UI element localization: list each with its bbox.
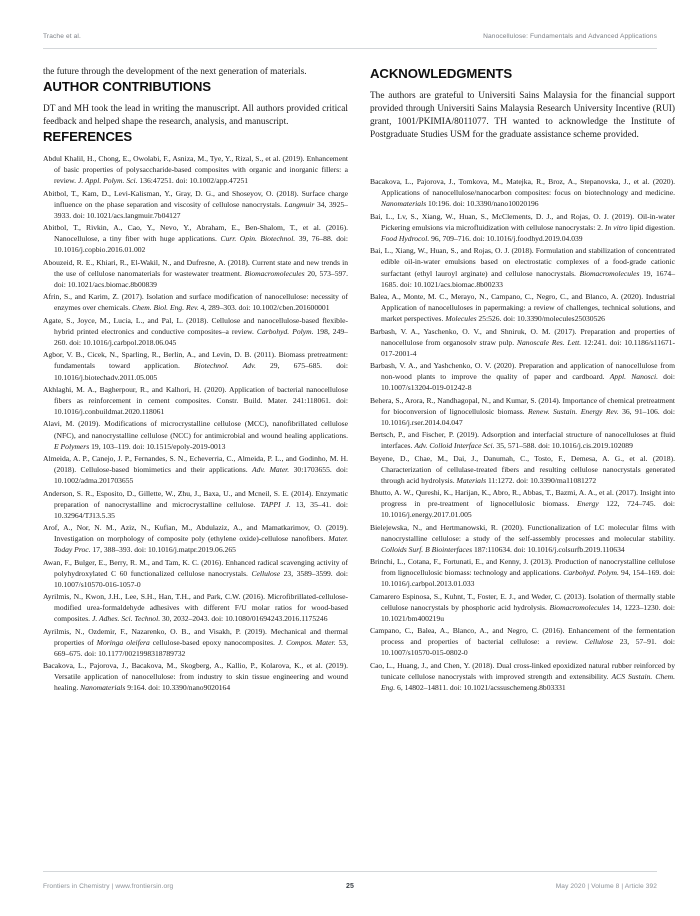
reference-item: Agate, S., Joyce, M., Lucia, L., and Pal, L. (2018). Cellulose and nanocellulose-based flexible-hybrid printed electronics and conductive composites–a review. Carbohyd. Polym. 198, 249–260. doi: 10.1016/j.carbpol.2018.06.045 bbox=[43, 315, 348, 347]
reference-item: Camarero Espinosa, S., Kuhnt, T., Foster, E. J., and Weder, C. (2013). Isolation of thermally stable cellulose nanocrystals by phosphoric acid hydrolysis. Biomacromolecules 14, 1223–1230. doi: 10.1021/bm400219u bbox=[370, 591, 675, 623]
reference-item: Ayrilmis, N., Kwon, J.H., Lee, S.H., Han, T.H., and Park, C.W. (2016). Microfibrillated-cellulose-modified urea-formaldehyde adhesives with different F/U molar ratios for wood-based composites. J. Adhes. Sci. Technol. 30, 2032–2043. doi: 10.1080/01694243.2016.1175246 bbox=[43, 592, 348, 624]
two-column-body bbox=[43, 66, 676, 846]
continued-paragraph: the future through the development of the next generation of materials. bbox=[43, 67, 307, 77]
reference-item: Abouzeid, R. E., Khiari, R., El-Wakil, N., and Dufresne, A. (2018). Current state and new trends in the use of cellulose nanomaterials for wastewater treatment. Biomacromolecules 20, 573–597. doi: 10.1021/acs.biomac.8b00839 bbox=[43, 257, 348, 289]
running-head bbox=[43, 33, 657, 40]
left-column bbox=[43, 66, 348, 846]
footer-page-number: 25 bbox=[346, 883, 354, 890]
reference-item: Cao, L., Huang, J., and Chen, Y. (2018). Dual cross-linked epoxidized natural rubber reinforced by tunicate cellulose nanocrystals with improved strength and extensibility. ACS Sustain. Chem. Eng. 6, 14802–14811. doi: 10.1021/acssuschemeng.8b03331 bbox=[370, 660, 675, 692]
reference-list-right bbox=[370, 176, 675, 693]
author-contributions-heading: AUTHOR CONTRIBUTIONS bbox=[43, 79, 211, 95]
reference-item: Bertsch, P., and Fischer, P. (2019). Adsorption and interfacial structure of nanocelluloses at fluid interfaces. Adv. Colloid Interface Sci. 35, 571–588. doi: 10.1016/j.cis.2019.102089 bbox=[370, 430, 675, 451]
reference-item: Bhutto, A. W., Qureshi, K., Harijan, K., Abro, R., Abbas, T., Bazmi, A. A., et al. (2017). Insight into progress in pre-treatment of lignocellulosic biomass. Energy 122, 724–745. doi: 10.1016/j.energy.2017.01.005 bbox=[370, 488, 676, 520]
reference-item: Campano, C., Balea, A., Blanco, A., and Negro, C. (2016). Enhancement of the fermentation process and properties of bacterial cellulose: a review. Cellulose 23, 57–91. doi: 10.1007/s10570-015-0802-0 bbox=[370, 626, 675, 658]
reference-item: Behera, S., Arora, R., Nandhagopal, N., and Kumar, S. (2014). Importance of chemical pretreatment for bioconversion of lignocellulosic biomass. Renew. Sustain. Energy Rev. 36, 91–106. doi: 10.1016/j.rser.2014.04.047 bbox=[370, 395, 675, 427]
reference-item: Barbash, V. A., Yaschenko, O. V., and Shniruk, O. M. (2017). Preparation and properties of nanocellulose from organosolv straw pulp. Nanoscale Res. Lett. 12:241. doi: 10.1186/s11671-017-2001-4 bbox=[370, 326, 675, 358]
reference-item: Akhlaghi, M. A., Bagherpour, R., and Kalhori, H. (2020). Application of bacterial nanocellulose fibers as reinforcement in cement composites. Constr. Build. Mater. 241:118061. doi: 10.1016/j.conbuildmat.2020.118061 bbox=[43, 384, 348, 417]
acknowledgments-text: The authors are grateful to Universiti Sains Malaysia for the financial support provided through Universiti Sains Malaysia Research University Incentive (RUI) grant, 1001/PKIMIA/8011077. TH wanted to acknowledge the Institute of Postgraduate Studies USM for the graduate assistance scheme provided. bbox=[370, 91, 675, 141]
reference-item: Bai, L., Lv, S., Xiang, W., Huan, S., McClements, D. J., and Rojas, O. J. (2019). Oil-in-water Pickering emulsions via microfluidization with cellulose nanocrystals: 2. In vitro lipid digestion. Food Hydrocol. 96, 709–716. doi: 10.1016/j.foodhyd.2019.04.039 bbox=[370, 211, 675, 243]
reference-item: Abitbol, T., Rivkin, A., Cao, Y., Nevo, Y., Abraham, E., Ben-Shalom, T., et al. (2016). Nanocellulose, a tiny fiber with huge applications. Curr. Opin. Biotechnol. 39, 76–88. doi: 10.1016/j.copbio.2016.01.002 bbox=[43, 223, 349, 255]
reference-item: Brinchi, L., Cotana, F., Fortunati, E., and Kenny, J. (2013). Production of nanocrystalline cellulose from lignocellulosic biomass: technology and applications. Carbohyd. Polym. 94, 154–169. doi: 10.1016/j.carbpol.2013.01.033 bbox=[370, 557, 675, 589]
reference-item: Beyene, D., Chae, M., Dai, J., Danumah, C., Tosto, F., Demesa, A. G., et al. (2018). Characterization of cellulase-treated fibers and resulting cellulose nanocrystals generated through acid hydrolysis. Materials 11:1272. doi: 10.3390/ma11081272 bbox=[370, 453, 675, 485]
reference-item: Bacakova, L., Pajorova, J., Bacakova, M., Skogberg, A., Kallio, P., Kolarova, K., et al. (2019). Versatile application of nanocellulose: from industry to skin tissue engineering and wound healing. Nanomaterials 9:164. doi: 10.3390/nano9020164 bbox=[43, 661, 348, 693]
author-contributions-text: DT and MH took the lead in writing the manuscript. All authors provided critical feedback and helped shape the research, analysis, and manuscript. bbox=[43, 104, 348, 128]
reference-item: Afrin, S., and Karim, Z. (2017). Isolation and surface modification of nanocellulose: necessity of enzymes over chemicals. Chem. Biol. Eng. Rev. 4, 289–303. doi: 10.1002/cben.201600001 bbox=[43, 292, 348, 313]
reference-item: Alavi, M. (2019). Modifications of microcrystalline cellulose (MCC), nanofibrillated cellulose (NFC), and nanocrystalline cellulose (NCC) for antimicrobial and wound healing applications. E Polymers 19, 103–119. doi: 10.1515/epoly-2019-0013 bbox=[43, 419, 348, 451]
reference-item: Bacakova, L., Pajorova, J., Tomkova, M., Matejka, R., Broz, A., Stepanovska, J., et al. (2020). Applications of nanocellulose/nanocarbon composites: focus on biotechnology and medicine. Nanomaterials 10:196. doi: 10.3390/nano10020196 bbox=[370, 177, 675, 209]
reference-item: Balea, A., Monte, M. C., Merayo, N., Campano, C., Negro, C., and Blanco, A. (2020). Industrial Application of nanocelluloses in papermaking: a review of challenges, technical solutions, and market perspectives. Molecules 25:526. doi: 10.3390/molecules25030526 bbox=[370, 292, 675, 324]
footer-divider bbox=[43, 871, 657, 872]
reference-item: Barbash, V. A., and Yashchenko, O. V. (2020). Preparation and application of nanocellulose from non-wood plants to improve the quality of paper and cardboard. Appl. Nanosci. doi: 10.1007/s13204-019-01242-8 bbox=[370, 361, 675, 393]
footer-issue: May 2020 | Volume 8 | Article 392 bbox=[555, 883, 657, 890]
reference-item: Ayrilmis, N., Ozdemir, F., Nazarenko, O. B., and Visakh, P. (2019). Mechanical and thermal properties of Moringa oleifera cellulose-based epoxy nanocomposites. J. Compos. Mater. 53, 669–675. doi: 10.1177/0021998318789732 bbox=[43, 626, 348, 658]
running-head-left: Trache et al. bbox=[43, 33, 81, 40]
page-footer bbox=[43, 883, 657, 890]
footer-journal: Frontiers in Chemistry | www.frontiersin.org bbox=[43, 883, 174, 890]
running-head-right: Nanocellulose: Fundamentals and Advanced Applications bbox=[483, 33, 657, 40]
running-head-divider bbox=[43, 48, 657, 49]
references-heading: REFERENCES bbox=[43, 129, 133, 145]
reference-item: Abdul Khalil, H., Chong, E., Owolabi, F., Asniza, M., Tye, Y., Rizal, S., et al. (2019). Enhancement of basic properties of polysaccharide-based composites with organic and inorganic fillers: a review. J. Appl. Polym. Sci. 136:47251. doi: 10.1002/app.47251 bbox=[43, 154, 348, 186]
reference-item: Bielejewska, N., and Hertmanowski, R. (2020). Functionalization of LC molecular films with nanocrystalline cellulose: a study of the self-assembly processes and molecular stability. Colloids Surf. B Biointerfaces 187:110634. doi: 10.1016/j.colsurfb.2019.110634 bbox=[370, 522, 675, 554]
acknowledgments-heading: ACKNOWLEDGMENTS bbox=[370, 66, 513, 81]
reference-list-left bbox=[43, 153, 348, 693]
reference-item: Bai, L., Xiang, W., Huan, S., and Rojas, O. J. (2018). Formulation and stabilization of concentrated edible oil-in-water emulsions based on electrostatic complexes of a food-grade cationic surfactant (ethyl lauroyl arginate) and cellulose nanocrystals. Biomacromolecules 19, 1674–1685. doi: 10.1021/acs.biomac.8b00233 bbox=[370, 246, 675, 289]
reference-item: Awan, F., Bulger, E., Berry, R. M., and Tam, K. C. (2016). Enhanced radical scavenging activity of polyhydroxylated C 60 functionalized cellulose nanocrystals. Cellulose 23, 3589–3599. doi: 10.1007/s10570-016-1057-0 bbox=[43, 557, 348, 589]
right-column bbox=[370, 66, 675, 846]
reference-item: Anderson, S. R., Esposito, D., Gillette, W., Zhu, J., Baxa, U., and Mcneil, S. E. (2014). Enzymatic preparation of nanocrystalline and microcrystalline cellulose. TAPPI J. 13, 35–41. doi: 10.32964/TJ13.5.35 bbox=[43, 488, 348, 520]
reference-item: Almeida, A. P., Canejo, J. P., Fernandes, S. N., Echeverria, C., Almeida, P. L., and Godinho, M. H. (2018). Cellulose-based biomimetics and their applications. Adv. Mater. 30:1703655. doi: 10.1002/adma.201703655 bbox=[43, 454, 348, 486]
reference-item: Arof, A., Nor, N. M., Aziz, N., Kufian, M., Abdulaziz, A., and Mamatkarimov, O. (2019). Investigation on morphology of composite poly (ethylene oxide)-cellulose nanofibers. Mater. Today Proc. 17, 388–393. doi: 10.1016/j.matpr.2019.06.265 bbox=[43, 523, 348, 555]
reference-item: Agbor, V. B., Cicek, N., Sparling, R., Berlin, A., and Levin, D. B. (2011). Biomass pretreatment: fundamentals toward application. Biotechnol. Adv. 29, 675–685. doi: 10.1016/j.biotechadv.2011.05.005 bbox=[43, 350, 349, 382]
reference-item: Abitbol, T., Kam, D., Levi-Kalisman, Y., Gray, D. G., and Shoseyov, O. (2018). Surface charge influence on the phase separation and viscosity of cellulose nanocrystals. Langmuir 34, 3925–3933. doi: 10.1021/acs.langmuir.7b04127 bbox=[43, 188, 348, 220]
